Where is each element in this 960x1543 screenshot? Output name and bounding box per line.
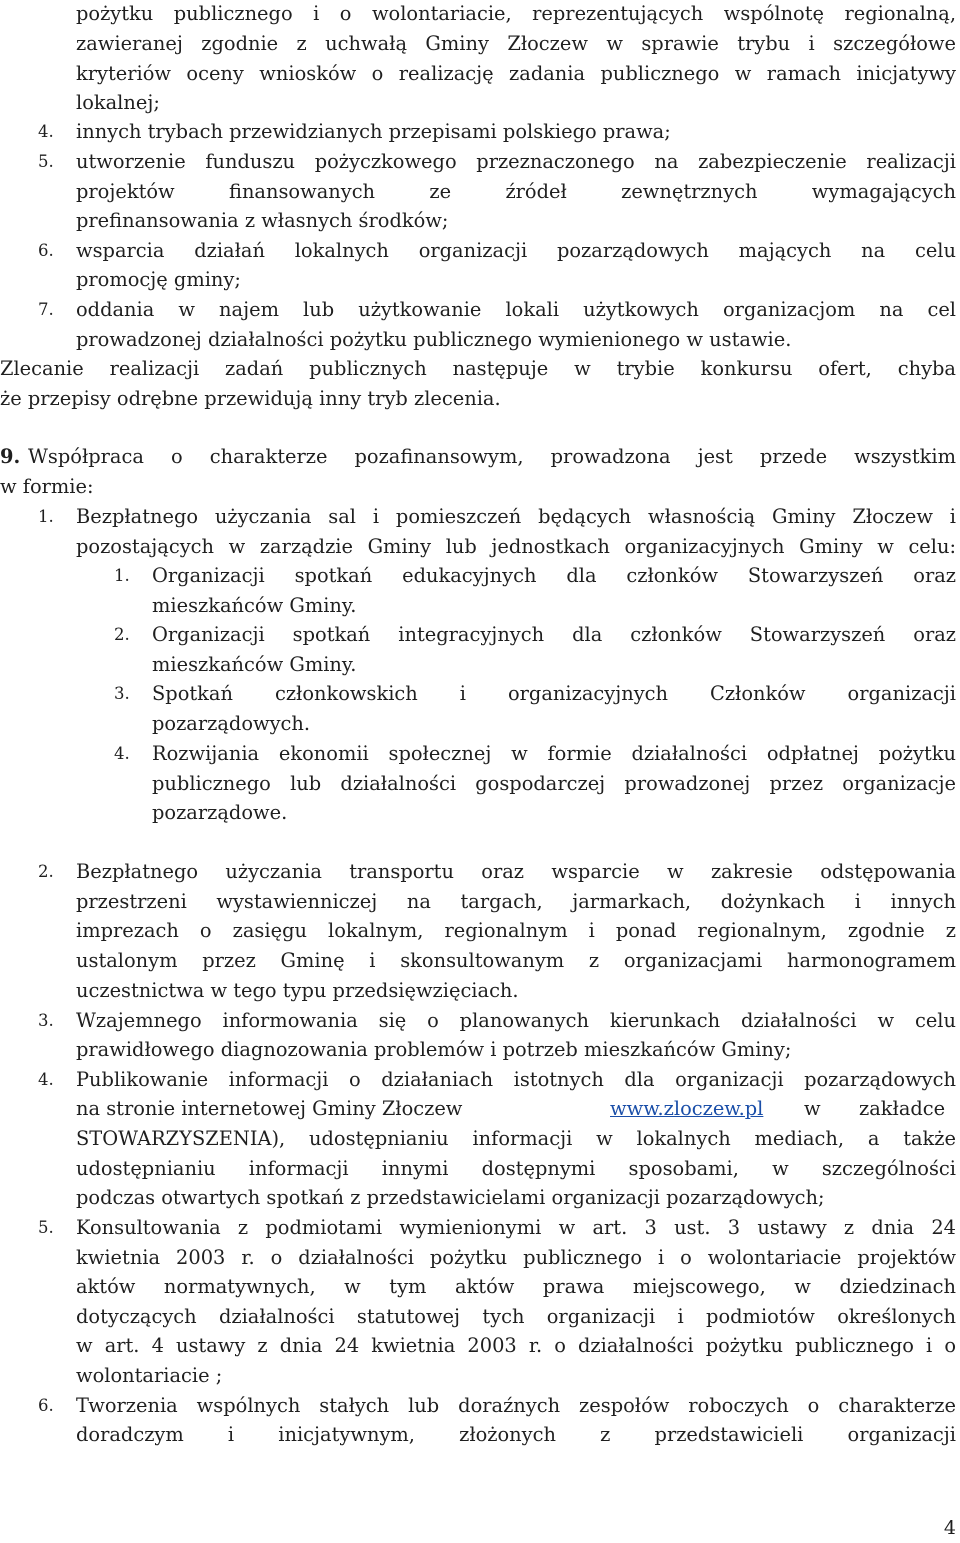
sublist-number: 4. bbox=[114, 744, 130, 763]
list-number: 5. bbox=[38, 152, 54, 171]
list-item-line: podczas otwartych spotkań z przedstawicielami organizacji pozarządowych; bbox=[76, 1186, 825, 1209]
list-item-line: imprezach o zasięgu lokalnym, regionalnym i ponad regionalnym, zgodnie z bbox=[76, 919, 956, 942]
section-heading-line: Współpraca o charakterze pozafinansowym, prowadzona jest przede wszystkim bbox=[28, 445, 956, 468]
sublist-item-line: mieszkańców Gminy. bbox=[152, 594, 357, 617]
list-item-line: Tworzenia wspólnych stałych lub doraźnych zespołów roboczych o charakterze bbox=[76, 1394, 956, 1417]
list-item-line: zakładce bbox=[859, 1097, 946, 1120]
sublist-item-line: Spotkań członkowskich i organizacyjnych Członków organizacji bbox=[152, 682, 956, 705]
sublist-item-line: pozarządowe. bbox=[152, 801, 288, 824]
intro-line: pożytku publicznego i o wolontariacie, reprezentujących wspólnotę regionalną, bbox=[76, 2, 956, 25]
website-link[interactable]: www.zloczew.pl bbox=[610, 1097, 764, 1120]
list-number: 6. bbox=[38, 1396, 54, 1415]
list-item-line: utworzenie funduszu pożyczkowego przeznaczonego na zabezpieczenie realizacji bbox=[76, 150, 956, 173]
list-item-line: Bezpłatnego użyczania transportu oraz wsparcie w zakresie odstępowania bbox=[76, 860, 956, 883]
list-item-line: ustalonym przez Gminę i skonsultowanym z organizacjami harmonogramem bbox=[76, 949, 956, 972]
list-item-line: promocję gminy; bbox=[76, 268, 241, 291]
list-number: 2. bbox=[38, 862, 54, 881]
intro-line: lokalnej; bbox=[76, 91, 160, 114]
list-item-line: STOWARZYSZENIA), udostępnianiu informacji w lokalnych mediach, a także bbox=[76, 1127, 956, 1150]
sublist-item-line: Rozwijania ekonomii społecznej w formie działalności odpłatnej pożytku bbox=[152, 742, 956, 765]
sublist-item-line: Organizacji spotkań integracyjnych dla członków Stowarzyszeń oraz bbox=[152, 623, 956, 646]
list-item-line: oddania w najem lub użytkowanie lokali użytkowych organizacjom na cel bbox=[76, 298, 956, 321]
sublist-number: 2. bbox=[114, 625, 130, 644]
sublist-item-line: publicznego lub działalności gospodarczej prowadzonej przez organizacje bbox=[152, 772, 956, 795]
page-number: 4 bbox=[943, 1517, 956, 1539]
paragraph-line: że przepisy odrębne przewidują inny tryb zlecenia. bbox=[0, 387, 501, 410]
list-number: 7. bbox=[38, 300, 54, 319]
list-number: 4. bbox=[38, 1070, 54, 1089]
list-item-line: uczestnictwa w tego typu przedsięwzięciach. bbox=[76, 979, 519, 1002]
list-item-line: aktów normatywnych, w tym aktów prawa miejscowego, w dziedzinach bbox=[76, 1275, 956, 1298]
sublist-number: 3. bbox=[114, 684, 130, 703]
sublist-number: 1. bbox=[114, 566, 130, 585]
list-number: 3. bbox=[38, 1011, 54, 1030]
list-item-line: Konsultowania z podmiotami wymienionymi w art. 3 ust. 3 ustawy z dnia 24 bbox=[76, 1216, 956, 1239]
list-item-line: udostępnianiu informacji innymi dostępnymi sposobami, w szczególności bbox=[76, 1157, 956, 1180]
list-item-line: prowadzonej działalności pożytku publicznego wymienionego w ustawie. bbox=[76, 328, 792, 351]
list-number: 4. bbox=[38, 122, 54, 141]
paragraph-line: Zlecanie realizacji zadań publicznych następuje w trybie konkursu ofert, chyba bbox=[0, 357, 956, 380]
list-item-line: prefinansowania z własnych środków; bbox=[76, 209, 449, 232]
sublist-item-line: mieszkańców Gminy. bbox=[152, 653, 357, 676]
list-item-line: wsparcia działań lokalnych organizacji pozarządowych mających na celu bbox=[76, 239, 956, 262]
list-item-line: na stronie internetowej Gminy Złoczew bbox=[76, 1097, 463, 1120]
list-item-line: w bbox=[804, 1097, 821, 1120]
list-item-line: projektów finansowanych ze źródeł zewnętrznych wymagających bbox=[76, 180, 956, 203]
list-item-line: kwietnia 2003 r. o działalności pożytku publicznego i o wolontariacie projektów bbox=[76, 1246, 956, 1269]
intro-line: zawieranej zgodnie z uchwałą Gminy Złoczew w sprawie trybu i szczegółowe bbox=[76, 32, 956, 55]
list-number: 6. bbox=[38, 241, 54, 260]
sublist-item-line: Organizacji spotkań edukacyjnych dla członków Stowarzyszeń oraz bbox=[152, 564, 956, 587]
list-item-line: prawidłowego diagnozowania problemów i potrzeb mieszkańców Gminy; bbox=[76, 1038, 792, 1061]
list-item-line: przestrzeni wystawienniczej na targach, jarmarkach, dożynkach i innych bbox=[76, 890, 956, 913]
list-item-line: innych trybach przewidzianych przepisami polskiego prawa; bbox=[76, 120, 671, 143]
section-number: 9. bbox=[0, 445, 21, 468]
sublist-item-line: pozarządowych. bbox=[152, 712, 311, 735]
list-item-line: Publikowanie informacji o działaniach istotnych dla organizacji pozarządowych bbox=[76, 1068, 956, 1091]
list-item-line: Bezpłatnego użyczania sal i pomieszczeń będących własnością Gminy Złoczew i bbox=[76, 505, 956, 528]
list-number: 1. bbox=[38, 507, 54, 526]
list-item-line: wolontariacie ; bbox=[76, 1364, 223, 1387]
list-item-line: pozostających w zarządzie Gminy lub jednostkach organizacyjnych Gminy w celu: bbox=[76, 535, 956, 558]
list-item-line: doradczym i inicjatywnym, złożonych z przedstawicieli organizacji bbox=[76, 1423, 956, 1446]
list-item-line: w art. 4 ustawy z dnia 24 kwietnia 2003 r. o działalności pożytku publicznego i o bbox=[76, 1334, 956, 1357]
intro-line: kryteriów oceny wniosków o realizację zadania publicznego w ramach inicjatywy bbox=[76, 62, 956, 85]
list-number: 5. bbox=[38, 1218, 54, 1237]
section-heading-line: w formie: bbox=[0, 475, 94, 498]
list-item-line: dotyczących działalności statutowej tych organizacji i podmiotów określonych bbox=[76, 1305, 956, 1328]
list-item-line: Wzajemnego informowania się o planowanych kierunkach działalności w celu bbox=[76, 1009, 956, 1032]
